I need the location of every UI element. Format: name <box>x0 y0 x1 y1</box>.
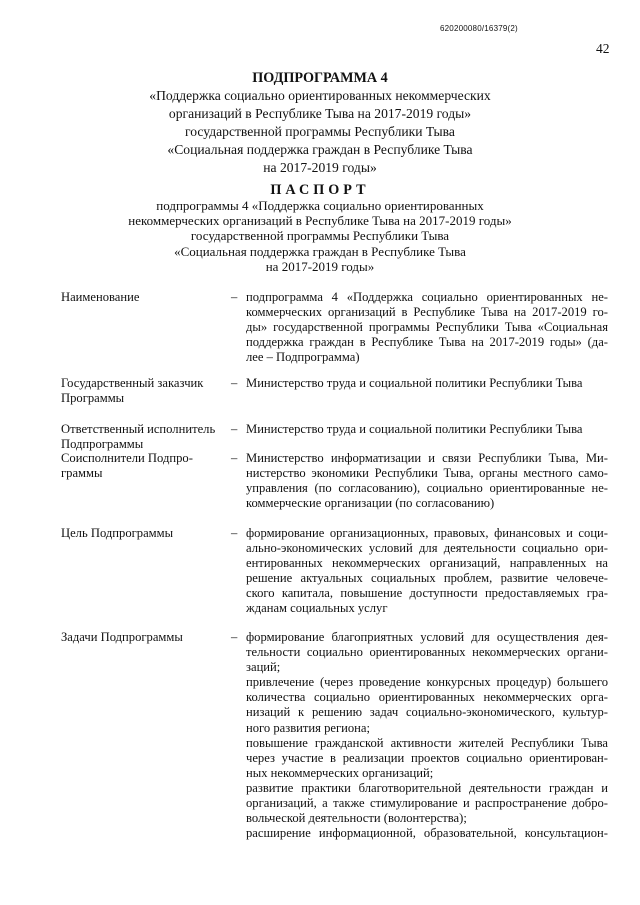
row-value-line: жданам социальных услуг <box>246 601 388 616</box>
row-value-line: количества социально ориентированных некоммерческих орга- <box>246 690 608 705</box>
row-value-line: решение актуальных социальных проблем, развитие человече- <box>246 571 608 586</box>
row-value-line: лее – Подпрограмма) <box>246 350 360 365</box>
row-label-line: Цель Подпрограммы <box>61 526 174 540</box>
row-value <box>246 376 608 391</box>
row-label-line: Соисполнители Подпро- <box>61 451 193 465</box>
subprogram-title-line: «Поддержка социально ориентированных некоммерческих <box>149 88 491 103</box>
row-value-line: Министерство труда и социальной политики Республики Тыва <box>246 422 583 436</box>
row-value-line: тельности социально ориентированных некоммерческих органи- <box>246 645 608 660</box>
row-value-line: повышение гражданской активности жителей Республики Тыва <box>246 735 608 750</box>
passport-subtitle-line: на 2017-2019 годы» <box>265 258 375 274</box>
row-label <box>61 290 223 305</box>
row-dash: – <box>231 451 238 465</box>
row-dash: – <box>231 422 238 436</box>
row-value-line: коммерческие организации (по согласованию) <box>246 496 495 511</box>
passport-subtitle <box>0 198 640 274</box>
row-value-line: поддержка граждан в Республике Тыва на 2017-2019 годы» (да- <box>246 335 608 350</box>
row-label <box>61 422 223 452</box>
passport-subtitle-line: некоммерческих организаций в Республике Тыва на 2017-2019 годы» <box>128 213 512 229</box>
row-value-line: организаций, а также стимулирование и распространение добро- <box>246 796 608 811</box>
row-value <box>246 526 608 617</box>
subprogram-title-line: на 2017-2019 годы» <box>263 160 377 175</box>
row-value-line: развитие практики благотворительной деятельности граждан и <box>246 780 608 795</box>
row-value-line: через участие в реализации проектов социально ориентирован- <box>246 750 608 765</box>
row-value-line: подпрограмма 4 «Поддержка социально ориентированных не- <box>246 290 608 304</box>
row-value <box>246 630 608 841</box>
passport-subtitle-line: подпрограммы 4 «Поддержка социально ориентированных <box>156 198 484 213</box>
row-label-line: Подпрограммы <box>61 437 144 452</box>
row-value <box>246 422 608 437</box>
row-dash: – <box>231 290 238 304</box>
row-value-line: ного развития региона; <box>246 720 370 735</box>
passport-subtitle-line: «Социальная поддержка граждан в Республике Тыва <box>174 243 466 259</box>
row-label <box>61 376 223 406</box>
row-value <box>246 290 608 365</box>
row-dash: – <box>231 526 238 540</box>
subprogram-title-line: организаций в Республике Тыва на 2017-2019 годы» <box>168 106 472 121</box>
row-value-line: формирование благоприятных условий для осуществления дея- <box>246 630 608 644</box>
row-value-line: привлечение (через проведение конкурсных процедур) большего <box>246 675 608 690</box>
row-label-line: Государственный заказчик <box>61 376 204 390</box>
row-label-line: Наименование <box>61 290 140 304</box>
row-value-line: ально-экономических условий для деятельности социально ори- <box>246 541 608 556</box>
row-label-line: граммы <box>61 466 103 481</box>
row-value-line: расширение информационной, образовательной, консультацион- <box>246 826 608 841</box>
passport-heading-block <box>0 181 640 199</box>
row-value-line: коммерческих организаций в Республике Тыва на 2017-2019 го- <box>246 305 608 320</box>
row-value-line: Министерство информатизации и связи Республики Тыва, Ми- <box>246 451 608 465</box>
row-label-line: Программы <box>61 391 125 406</box>
page-number: 42 <box>596 41 610 56</box>
row-value-line: формирование организационных, правовых, финансовых и соци- <box>246 526 608 540</box>
row-value-line: Министерство труда и социальной политики Республики Тыва <box>246 376 583 390</box>
row-value-line: вольческой деятельности (волонтерства); <box>246 811 467 826</box>
row-dash: – <box>231 630 238 644</box>
document-code: 620200080/16379(2) <box>440 24 518 33</box>
passport-heading: ПАСПОРТ <box>270 182 370 198</box>
subprogram-title-line: «Социальная поддержка граждан в Республике Тыва <box>167 142 473 157</box>
row-value-line: ентированных некоммерческих организаций, направленных на <box>246 556 608 571</box>
subprogram-title <box>0 69 640 177</box>
row-value-line: нистерство экономики Республики Тыва, органы местного само- <box>246 466 608 481</box>
row-value-line: управления (по согласованию), социально ориентированные не- <box>246 481 608 496</box>
row-label-line: Ответственный исполнитель <box>61 422 216 436</box>
row-label <box>61 526 223 541</box>
row-value-line: ского капитала, повышение доступности предоставляемых гра- <box>246 586 608 601</box>
row-value-line: ных некоммерческих организаций; <box>246 765 434 780</box>
passport-subtitle-line: государственной программы Республики Тыва <box>190 228 450 244</box>
row-value-line: низаций к решению задач социально-экономического, культур- <box>246 705 608 720</box>
row-value-line: ды» государственной программы Республики Тыва «Социальная <box>246 320 608 335</box>
row-label <box>61 451 223 481</box>
row-value-line: заций; <box>246 660 281 675</box>
subprogram-heading: ПОДПРОГРАММА 4 <box>252 70 388 86</box>
row-label-line: Задачи Подпрограммы <box>61 630 183 644</box>
row-value <box>246 451 608 511</box>
row-dash: – <box>231 376 238 390</box>
subprogram-title-line: государственной программы Республики Тыва <box>185 124 455 139</box>
row-label <box>61 630 223 645</box>
